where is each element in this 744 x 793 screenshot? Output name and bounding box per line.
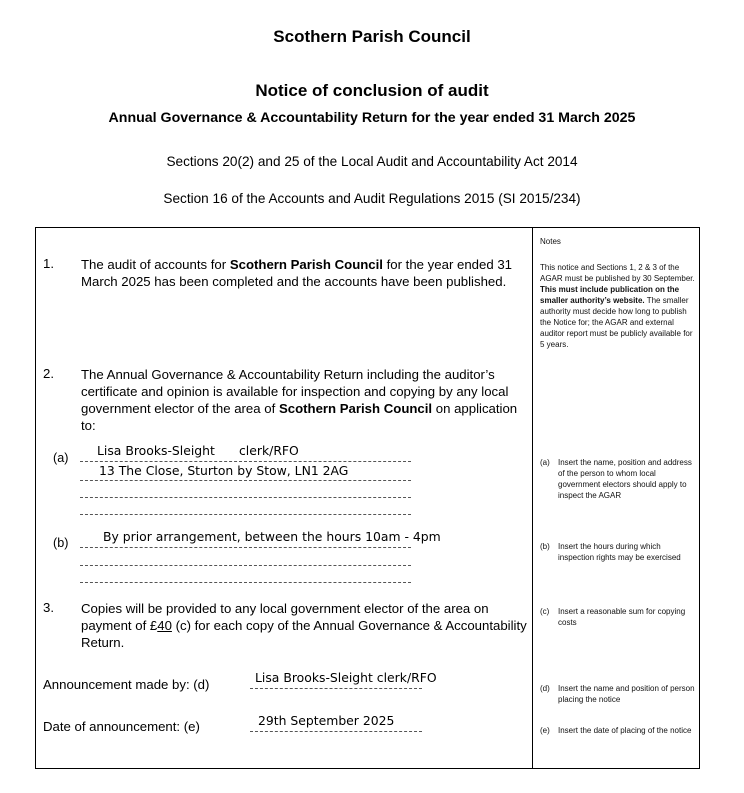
section-2-text-end: on application to: [81, 401, 518, 433]
section-1-number: 1. [43, 256, 54, 271]
note-d-text: Insert the name and position of person placing the notice [558, 684, 695, 704]
field-line [80, 514, 411, 515]
announcement-made-by-label: Announcement made by: (d) [43, 677, 210, 692]
contact-address-field[interactable]: 13 The Close, Sturton by Stow, LN1 2AG [99, 463, 349, 478]
note-a [540, 457, 696, 501]
field-line [80, 547, 411, 548]
contact-position-field[interactable]: clerk/RFO [239, 443, 299, 458]
field-line [250, 688, 422, 689]
note-c-key: (c) [540, 607, 550, 616]
section-1-text-end: for the year ended 31 March 2025 has been completed and the accounts have been published. [81, 257, 513, 289]
field-line [250, 731, 422, 732]
notice-subtitle: Annual Governance & Accountability Return for the year ended 31 March 2025 [108, 110, 636, 126]
note-e-key: (e) [540, 726, 550, 735]
note-b-text: Insert the hours during which inspection rights may be exercised [558, 542, 681, 562]
notes-intro-start: This notice and Sections 1, 2 & 3 of the AGAR must be published by 30 September. [540, 263, 695, 283]
note-b [540, 541, 696, 563]
note-e-text: Insert the date of placing of the notice [558, 726, 692, 735]
section-1-text [81, 256, 527, 290]
contact-name-field[interactable]: Lisa Brooks-Sleight [97, 443, 215, 458]
section-1-council-name: Scothern Parish Council [229, 257, 383, 272]
notes-heading: Notes [540, 237, 561, 246]
section-1-text-start: The audit of accounts for [81, 257, 230, 272]
announcement-made-by-field[interactable]: Lisa Brooks-Sleight clerk/RFO [255, 670, 437, 685]
field-line [80, 582, 411, 583]
item-b-label: (b) [53, 536, 69, 550]
copy-fee-field[interactable]: 40 [157, 618, 172, 633]
section-3-text-start: Copies will be provided to any local government elector of the area on payment of £ [81, 601, 489, 633]
section-3-text-end: (c) for each copy of the Annual Governance & Accountability Return. [81, 618, 527, 650]
field-line [80, 497, 411, 498]
note-b-key: (b) [540, 542, 550, 551]
council-name: Scothern Parish Council [273, 27, 471, 46]
notes-intro [540, 262, 696, 350]
note-d-key: (d) [540, 684, 550, 693]
section-3-text [81, 600, 527, 651]
field-line [80, 461, 411, 462]
announcement-date-label: Date of announcement: (e) [43, 719, 200, 734]
inspection-hours-field[interactable]: By prior arrangement, between the hours 10am - 4pm [103, 529, 441, 544]
note-a-text: Insert the name, position and address of the person to whom local government electors should apply to inspect the AGAR [558, 458, 692, 500]
item-a-label: (a) [53, 451, 69, 465]
section-2-text [81, 366, 527, 434]
legal-reference-regulations: Section 16 of the Accounts and Audit Regulations 2015 (SI 2015/234) [163, 191, 581, 206]
field-line [80, 565, 411, 566]
note-e [540, 725, 696, 736]
note-c [540, 606, 696, 628]
notes-intro-end: The smaller authority must decide how long to publish the Notice for; the AGAR and external auditor report must be publicly available for 5 years. [540, 296, 693, 349]
announcement-date-field[interactable]: 29th September 2025 [258, 713, 395, 728]
section-2-council-name: Scothern Parish Council [278, 401, 433, 416]
note-c-text: Insert a reasonable sum for copying costs [558, 607, 686, 627]
section-2-number: 2. [43, 366, 54, 381]
field-line [80, 480, 411, 481]
section-3-number: 3. [43, 600, 54, 615]
note-a-key: (a) [540, 458, 550, 467]
notice-title: Notice of conclusion of audit [255, 81, 489, 100]
notes-intro-bold: This must include publication on the smaller authority’s website. [540, 285, 680, 305]
legal-reference-act: Sections 20(2) and 25 of the Local Audit and Accountability Act 2014 [166, 154, 578, 169]
notes-column-divider [532, 227, 533, 769]
note-d [540, 683, 696, 705]
section-2-text-start: The Annual Governance & Accountability Return including the auditor’s certificate and opinion is available for inspection and copying by any local government elector of the area of [81, 367, 509, 416]
